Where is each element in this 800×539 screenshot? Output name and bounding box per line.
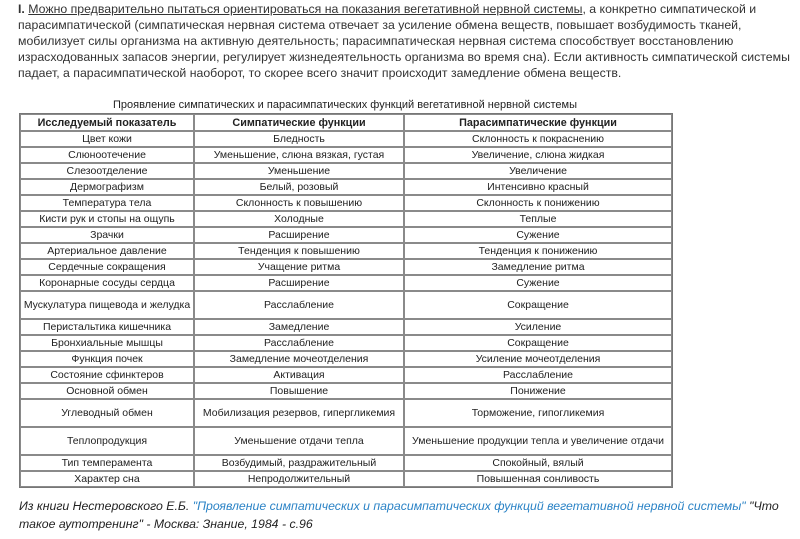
table-row bbox=[20, 195, 672, 211]
cell-parasympathetic: Интенсивно красный bbox=[404, 179, 672, 195]
comparison-table bbox=[19, 113, 673, 488]
cell-indicator: Артериальное давление bbox=[20, 243, 194, 259]
table-caption: Проявление симпатических и парасимпатических функций вегетативной нервной системы bbox=[112, 99, 578, 111]
cell-indicator: Цвет кожи bbox=[20, 131, 194, 147]
cell-indicator: Перистальтика кишечника bbox=[20, 319, 194, 335]
cell-parasympathetic: Склонность к покраснению bbox=[404, 131, 672, 147]
cell-sympathetic: Уменьшение, слюна вязкая, густая bbox=[194, 147, 404, 163]
cell-parasympathetic: Сокращение bbox=[404, 291, 672, 319]
cell-indicator: Мускулатура пищевода и желудка bbox=[20, 291, 194, 319]
table-row bbox=[20, 319, 672, 335]
table-row bbox=[20, 211, 672, 227]
cell-parasympathetic: Тенденция к понижению bbox=[404, 243, 672, 259]
cell-sympathetic: Холодные bbox=[194, 211, 404, 227]
table-row bbox=[20, 427, 672, 455]
cell-parasympathetic: Увеличение, слюна жидкая bbox=[404, 147, 672, 163]
cell-indicator: Тип темперамента bbox=[20, 455, 194, 471]
cell-sympathetic: Мобилизация резервов, гипергликемия bbox=[194, 399, 404, 427]
cell-parasympathetic: Понижение bbox=[404, 383, 672, 399]
table-row bbox=[20, 163, 672, 179]
table-row bbox=[20, 455, 672, 471]
cell-parasympathetic: Повышенная сонливость bbox=[404, 471, 672, 487]
table-row bbox=[20, 383, 672, 399]
cell-sympathetic: Непродолжительный bbox=[194, 471, 404, 487]
cell-sympathetic: Возбудимый, раздражительный bbox=[194, 455, 404, 471]
cell-indicator: Коронарные сосуды сердца bbox=[20, 275, 194, 291]
intro-paragraph bbox=[18, 1, 793, 81]
table-header-row bbox=[20, 114, 672, 131]
cell-sympathetic: Расширение bbox=[194, 227, 404, 243]
cell-parasympathetic: Расслабление bbox=[404, 367, 672, 383]
cell-parasympathetic: Торможение, гипогликемия bbox=[404, 399, 672, 427]
cell-parasympathetic: Сокращение bbox=[404, 335, 672, 351]
header-indicator: Исследуемый показатель bbox=[20, 114, 194, 131]
cell-indicator: Слезоотделение bbox=[20, 163, 194, 179]
cell-sympathetic: Замедление bbox=[194, 319, 404, 335]
citation-prefix: Из книги Нестеровского Е.Б. bbox=[19, 499, 193, 513]
intro-underlined-text: Можно предварительно пытаться ориентироваться на показания вегетативной нервной системы bbox=[28, 2, 583, 16]
cell-parasympathetic: Замедление ритма bbox=[404, 259, 672, 275]
cell-indicator: Теплопродукция bbox=[20, 427, 194, 455]
cell-sympathetic: Уменьшение отдачи тепла bbox=[194, 427, 404, 455]
cell-indicator: Характер сна bbox=[20, 471, 194, 487]
cell-sympathetic: Замедление мочеотделения bbox=[194, 351, 404, 367]
citation-suffix: "Что такое аутотренинг" - Москва: Знание, 1984 - с.96 bbox=[19, 499, 779, 531]
cell-indicator: Углеводный обмен bbox=[20, 399, 194, 427]
cell-indicator: Температура тела bbox=[20, 195, 194, 211]
table-row bbox=[20, 227, 672, 243]
cell-parasympathetic: Спокойный, вялый bbox=[404, 455, 672, 471]
cell-parasympathetic: Сужение bbox=[404, 227, 672, 243]
intro-text: , а конкретно симпатической и парасимпатической (симпатическая нервная система отвечает за усиление обмена веществ, повышает возбудимость тканей, мобилизует силы организма на активную деятельность; парасимпатическая нервная система способствует восстановлению израсходованных запасов энергии, регулирует жизнедеятельность организма во время сна). Если активность симпатической системы падает, а парасимпатической наоборот, то скорее всего значит происходит замедление обмена веществ. bbox=[18, 2, 790, 80]
cell-sympathetic: Расслабление bbox=[194, 291, 404, 319]
cell-parasympathetic: Теплые bbox=[404, 211, 672, 227]
header-parasympathetic: Парасимпатические функции bbox=[404, 114, 672, 131]
cell-parasympathetic: Склонность к понижению bbox=[404, 195, 672, 211]
table-row bbox=[20, 179, 672, 195]
table-row bbox=[20, 291, 672, 319]
cell-sympathetic: Повышение bbox=[194, 383, 404, 399]
cell-sympathetic: Учащение ритма bbox=[194, 259, 404, 275]
table-row bbox=[20, 131, 672, 147]
citation-link[interactable]: "Проявление симпатических и парасимпатических функций вегетативной нервной системы" bbox=[192, 499, 746, 513]
cell-indicator: Основной обмен bbox=[20, 383, 194, 399]
cell-indicator: Слюноотечение bbox=[20, 147, 194, 163]
cell-indicator: Дермографизм bbox=[20, 179, 194, 195]
table-row bbox=[20, 147, 672, 163]
table-row bbox=[20, 471, 672, 487]
cell-sympathetic: Бледность bbox=[194, 131, 404, 147]
cell-sympathetic: Тенденция к повышению bbox=[194, 243, 404, 259]
cell-sympathetic: Склонность к повышению bbox=[194, 195, 404, 211]
table-row bbox=[20, 259, 672, 275]
table-body bbox=[20, 131, 672, 487]
cell-indicator: Кисти рук и стопы на ощупь bbox=[20, 211, 194, 227]
paragraph-number: I. bbox=[18, 2, 25, 16]
cell-sympathetic: Уменьшение bbox=[194, 163, 404, 179]
cell-sympathetic: Расслабление bbox=[194, 335, 404, 351]
cell-sympathetic: Белый, розовый bbox=[194, 179, 404, 195]
cell-parasympathetic: Увеличение bbox=[404, 163, 672, 179]
table-row bbox=[20, 367, 672, 383]
citation bbox=[19, 497, 789, 533]
cell-sympathetic: Расширение bbox=[194, 275, 404, 291]
table-row bbox=[20, 275, 672, 291]
table-row bbox=[20, 335, 672, 351]
cell-sympathetic: Активация bbox=[194, 367, 404, 383]
comparison-table-image bbox=[19, 98, 671, 488]
cell-indicator: Бронхиальные мышцы bbox=[20, 335, 194, 351]
cell-parasympathetic: Усиление мочеотделения bbox=[404, 351, 672, 367]
cell-indicator: Зрачки bbox=[20, 227, 194, 243]
cell-indicator: Функция почек bbox=[20, 351, 194, 367]
cell-parasympathetic: Сужение bbox=[404, 275, 672, 291]
header-sympathetic: Симпатические функции bbox=[194, 114, 404, 131]
cell-indicator: Сердечные сокращения bbox=[20, 259, 194, 275]
cell-parasympathetic: Уменьшение продукции тепла и увеличение отдачи bbox=[404, 427, 672, 455]
table-row bbox=[20, 399, 672, 427]
cell-indicator: Состояние сфинктеров bbox=[20, 367, 194, 383]
cell-parasympathetic: Усиление bbox=[404, 319, 672, 335]
table-row bbox=[20, 243, 672, 259]
table-row bbox=[20, 351, 672, 367]
